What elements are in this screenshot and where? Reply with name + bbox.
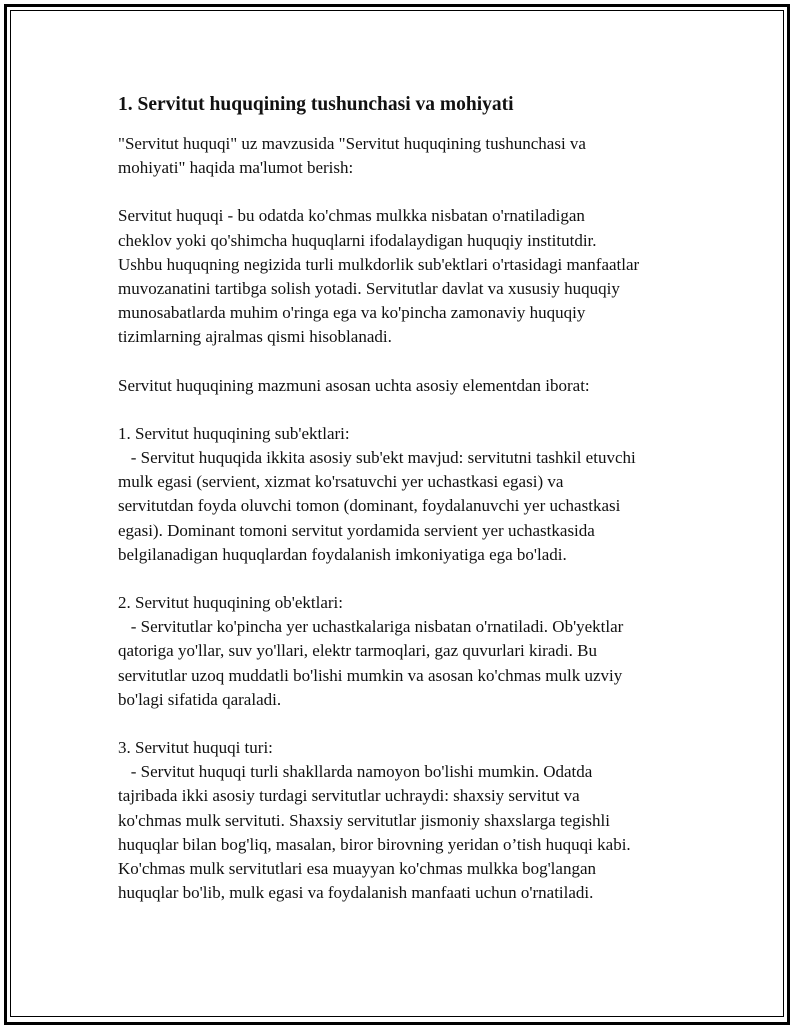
subsection-body-objects: [118, 615, 708, 712]
subsection-title-types: 3. Servitut huquqi turi:: [118, 738, 273, 758]
elements-intro-paragraph: Servitut huquqining mazmuni asosan uchta asosiy elementdan iborat:: [118, 375, 590, 395]
subsection-title-subjects: 1. Servitut huquqining sub'ektlari:: [118, 423, 350, 443]
list-item: [118, 591, 708, 712]
subsection-text-types: - Servitut huquqi turli shakllarda namoyon bo'lishi mumkin. Odatda tajribada ikki asosiy turdagi servitutlar uchraydi: shaxsiy servitut va ko'chmas mulk servituti. Shaxsiy servitutlar jismoniy shaxslarga tegishli huquqlar bilan bog'liq, masalan, biror birovning yeridan o’tish huquqi kabi. Ko'chmas mulk servitutlari esa muayyan ko'chmas mulkka bog'langan huquqlar bo'lib, mulk egasi va foydalanish manfaati uchun o'rnatiladi.: [118, 762, 631, 903]
subsection-text-objects: - Servitutlar ko'pincha yer uchastkalariga nisbatan o'rnatiladi. Ob'yektlar qatoriga yo'llar, suv yo'llari, elektr tarmoqlari, gaz quvurlari kiradi. Bu servitutlar uzoq muddatli bo'lishi mumkin va asosan ko'chmas mulk uzviy bo'lagi sifatida qaraladi.: [118, 617, 624, 709]
intro-paragraph: "Servitut huquqi" uz mavzusida "Servitut huquqining tushunchasi va mohiyati" haqida ma'lumot berish:: [118, 134, 586, 178]
subsection-body-types: [118, 760, 708, 905]
section-heading: 1. Servitut huquqining tushunchasi va mohiyati: [118, 94, 514, 115]
list-item: [118, 422, 708, 567]
subsection-title-objects: 2. Servitut huquqining ob'ektlari:: [118, 593, 343, 613]
subsection-body-subjects: [118, 446, 708, 567]
definition-paragraph: Servitut huquqi - bu odatda ko'chmas mulkka nisbatan o'rnatiladigan cheklov yoki qo'shimcha huquqlarni ifodalaydigan huquqiy institutdir. Ushbu huquqning negizida turli mulkdorlik sub'ektlari o'rtasidagi manfaatlar muvozanatini tartibga solish yotadi. Servitutlar davlat va xususiy huquqiy munosabatlarda muhim o'ringa ega va ko'pincha zamonaviy huquqiy tizimlarning ajralmas qismi hisoblanadi.: [118, 206, 640, 347]
list-item: [118, 736, 708, 905]
subsection-text-subjects: - Servitut huquqida ikkita asosiy sub'ekt mavjud: servitutni tashkil etuvchi mulk egasi (servient, xizmat ko'rsatuvchi yer uchastkasi egasi) va servitutdan foyda oluvchi tomon (dominant, foydalanuvchi yer uchastkasi egasi). Dominant tomoni servitut yordamida servient yer uchastkasida belgilanadigan huquqlardan foydalanish imkoniyatiga ega bo'ladi.: [118, 448, 636, 564]
document-body: [118, 92, 708, 929]
